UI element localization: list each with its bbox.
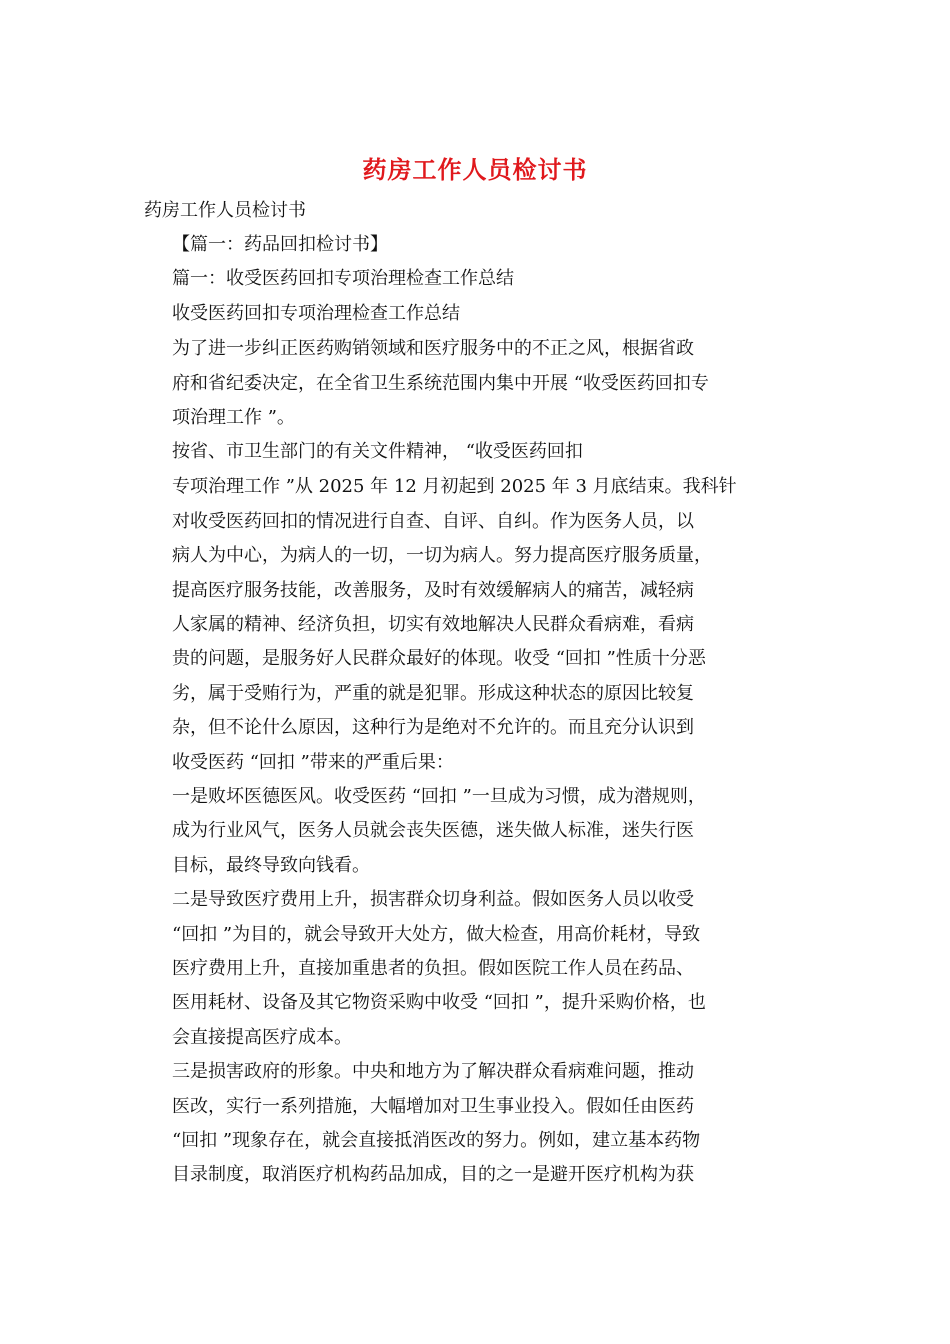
text-line: 二是导致医疗费用上升，损害群众切身利益。假如医务人员以收受 xyxy=(172,889,694,910)
text-line: 专项治理工作 ”从 2025 年 12 月初起到 2025 年 3 月底结束。我科针 xyxy=(172,476,737,497)
text-line: “回扣 ”为目的，就会导致开大处方，做大检查，用高价耗材，导致 xyxy=(172,924,701,945)
text-line: 医用耗材、设备及其它物资采购中收受 “回扣 ”，提升采购价格，也 xyxy=(172,992,706,1013)
text-line: 府和省纪委决定，在全省卫生系统范围内集中开展 “收受医药回扣专 xyxy=(172,373,709,394)
text-line: 成为行业风气，医务人员就会丧失医德，迷失做人标准，迷失行医 xyxy=(172,820,694,841)
text-line: 提高医疗服务技能，改善服务，及时有效缓解病人的痛苦，减轻病 xyxy=(172,580,694,601)
text-line: 目标，最终导致向钱看。 xyxy=(172,855,370,876)
text-line: 病人为中心，为病人的一切，一切为病人。努力提高医疗服务质量， xyxy=(172,545,712,566)
text-line: 为了进一步纠正医药购销领域和医疗服务中的不正之风，根据省政 xyxy=(172,338,694,359)
document-subtitle: 药房工作人员检讨书 xyxy=(144,200,306,221)
text-line: 收受医药回扣专项治理检查工作总结 xyxy=(172,303,460,324)
text-line: 贵的问题，是服务好人民群众最好的体现。收受 “回扣 ”性质十分恶 xyxy=(172,648,706,669)
text-line: 医疗费用上升，直接加重患者的负担。假如医院工作人员在药品、 xyxy=(172,958,694,979)
section-header: 【篇一：药品回扣检讨书】 xyxy=(172,234,388,255)
text-line: 杂，但不论什么原因，这种行为是绝对不允许的。而且充分认识到 xyxy=(172,717,694,738)
text-line: 按省、市卫生部门的有关文件精神， “收受医药回扣 xyxy=(172,441,583,462)
text-line: 目录制度，取消医疗机构药品加成，目的之一是避开医疗机构为获 xyxy=(172,1164,694,1185)
text-line: 人家属的精神、经济负担，切实有效地解决人民群众看病难，看病 xyxy=(172,614,694,635)
text-line: 项治理工作 ”。 xyxy=(172,407,295,428)
text-line: 会直接提高医疗成本。 xyxy=(172,1027,352,1048)
text-line: 收受医药 “回扣 ”带来的严重后果： xyxy=(172,752,454,773)
text-line: 劣，属于受贿行为，严重的就是犯罪。形成这种状态的原因比较复 xyxy=(172,683,694,704)
text-line: 医改，实行一系列措施，大幅增加对卫生事业投入。假如任由医药 xyxy=(172,1096,694,1117)
text-line: 篇一：收受医药回扣专项治理检查工作总结 xyxy=(172,268,514,289)
text-line: 对收受医药回扣的情况进行自查、自评、自纠。作为医务人员，以 xyxy=(172,511,694,532)
text-line: 一是败坏医德医风。收受医药 “回扣 ”一旦成为习惯，成为潜规则， xyxy=(172,786,706,807)
document-title: 药房工作人员检讨书 xyxy=(362,155,588,184)
text-line: “回扣 ”现象存在，就会直接抵消医改的努力。例如，建立基本药物 xyxy=(172,1130,701,1151)
text-line: 三是损害政府的形象。中央和地方为了解决群众看病难问题，推动 xyxy=(172,1061,694,1082)
